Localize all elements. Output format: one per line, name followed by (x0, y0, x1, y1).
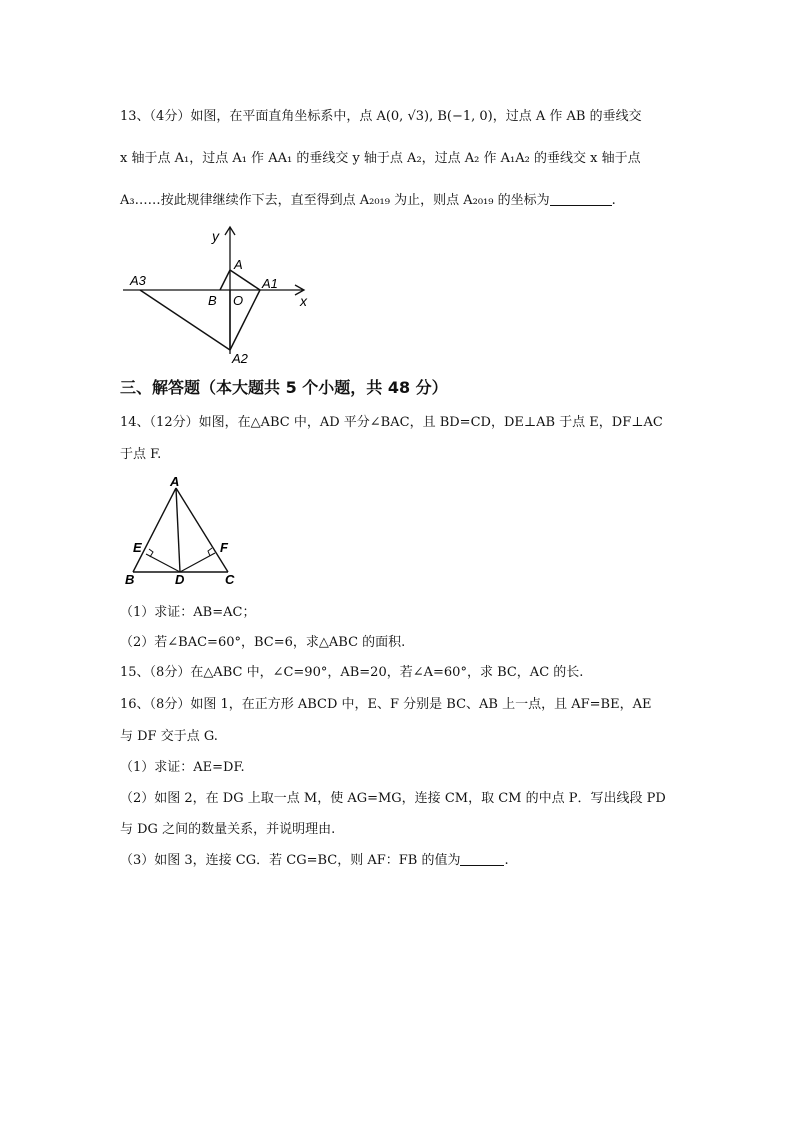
q14-line-1: 14、（12分）如图，在△ABC 中，AD 平分∠BAC，且 BD=CD，DE⊥AB 于点 E，DF⊥AC (120, 415, 663, 430)
segment-ab (220, 270, 230, 290)
label-d: D (175, 572, 185, 587)
label-e: E (133, 540, 142, 555)
q16-line-1: 16、（8分）如图 1，在正方形 ABCD 中，E、F 分别是 BC、AB 上一点，且 AF=BE，AE (120, 697, 652, 712)
segment-a-a1 (230, 270, 260, 290)
q16-part-2-line-1: （2）如图 2，在 DG 上取一点 M，使 AG=MG，连接 CM，取 CM 的中点 P．写出线段 PD (120, 791, 666, 806)
q13-line-2: x 轴于点 A₁，过点 A₁ 作 AA₁ 的垂线交 y 轴于点 A₂，过点 A₂ 作 A₁A₂ 的垂线交 x 轴于点 (120, 151, 641, 166)
label-x: x (300, 293, 307, 309)
q16-part-3-text: （3）如图 3，连接 CG．若 CG=BC，则 AF：FB 的值为 (120, 853, 461, 868)
q14-part-2: （2）若∠BAC=60°，BC=6，求△ABC 的面积. (120, 635, 406, 650)
label-a: A (170, 476, 180, 489)
label-b: B (125, 572, 135, 587)
q16-line-2: 与 DF 交于点 G. (120, 729, 218, 744)
label-o: O (233, 293, 244, 308)
q13-line-3 (120, 192, 616, 210)
q16-part-3-end: . (504, 853, 509, 868)
q14-figure (120, 476, 245, 588)
segment-de (146, 554, 180, 572)
q14-line-2: 于点 F. (120, 447, 162, 462)
section-heading: 三、解答题（本大题共 5 个小题，共 48 分） (120, 378, 448, 397)
label-f: F (220, 540, 228, 555)
label-a: A (234, 257, 243, 272)
q13-line-3-end: . (611, 193, 616, 208)
q14-part-1: （1）求证：AB=AC； (120, 605, 256, 620)
label-y: y (212, 228, 219, 244)
q15-line-1: 15、（8分）在△ABC 中，∠C=90°，AB=20，若∠A=60°，求 BC，AC 的长. (120, 665, 584, 680)
q13-figure (118, 222, 318, 367)
segment-ad (176, 488, 180, 572)
answer-blank (550, 193, 612, 206)
q13-line-3-text: A₃……按此规律继续作下去，直至得到点 A₂₀₁₉ 为止，则点 A₂₀₁₉ 的坐标为 (120, 193, 550, 208)
q16-part-2-line-2: 与 DG 之间的数量关系，并说明理由. (120, 822, 336, 837)
label-c: C (225, 572, 235, 587)
label-b: B (208, 293, 217, 308)
answer-blank (460, 853, 504, 866)
segment-ab (133, 488, 176, 572)
q16-part-1: （1）求证：AE=DF. (120, 760, 245, 775)
label-a3: A3 (130, 273, 146, 288)
q16-part-3 (120, 852, 509, 870)
q13-line-1: 13、（4分）如图，在平面直角坐标系中，点 A(0, √3), B(−1, 0)，过点 A 作 AB 的垂线交 (120, 109, 642, 124)
label-a1: A1 (262, 276, 278, 291)
label-a2: A2 (232, 351, 248, 366)
